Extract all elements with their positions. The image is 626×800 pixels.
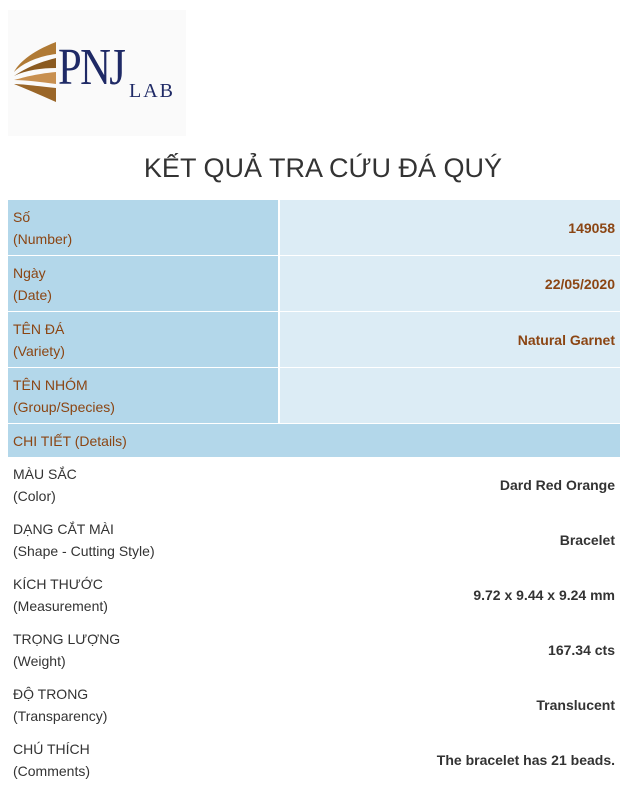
label-vi: CHÚ THÍCH bbox=[13, 740, 90, 757]
label-en: (Weight) bbox=[13, 652, 66, 669]
label-cell bbox=[8, 512, 279, 567]
label-vi: DẠNG CẮT MÀI bbox=[13, 520, 114, 537]
label-vi: Số bbox=[13, 208, 31, 225]
table-row-number bbox=[8, 200, 620, 256]
label-en: (Group/Species) bbox=[13, 398, 115, 415]
label-cell bbox=[8, 200, 279, 256]
details-section-header bbox=[8, 424, 620, 458]
table-row-date bbox=[8, 256, 620, 312]
table-row-group bbox=[8, 368, 620, 424]
label-cell bbox=[8, 368, 279, 424]
label-cell bbox=[8, 622, 279, 677]
shape-value: Bracelet bbox=[559, 531, 615, 548]
color-value: Dard Red Orange bbox=[499, 476, 615, 493]
detail-row-weight bbox=[8, 622, 620, 677]
number-value: 149058 bbox=[279, 200, 620, 256]
pnj-lab-logo bbox=[8, 10, 186, 136]
label-cell bbox=[8, 256, 279, 312]
comments-value: The bracelet has 21 beads. bbox=[436, 751, 615, 768]
label-vi: TRỌNG LƯỢNG bbox=[13, 630, 121, 647]
label-cell bbox=[8, 457, 279, 512]
detail-row-measurement bbox=[8, 567, 620, 622]
label-en: (Number) bbox=[13, 230, 73, 247]
pnj-swirl-icon bbox=[10, 36, 60, 108]
detail-row-transparency bbox=[8, 677, 620, 732]
page-title: KẾT QUẢ TRA CỨU ĐÁ QUÝ bbox=[143, 153, 503, 183]
detail-row-comments bbox=[8, 732, 620, 787]
weight-value: 167.34 cts bbox=[548, 641, 615, 658]
detail-row-shape bbox=[8, 512, 620, 567]
date-value: 22/05/2020 bbox=[279, 256, 620, 312]
measurement-value: 9.72 x 9.44 x 9.24 mm bbox=[473, 586, 615, 603]
detail-row-color bbox=[8, 457, 620, 512]
label-en: (Measurement) bbox=[13, 597, 108, 614]
label-en: (Color) bbox=[13, 487, 56, 504]
label-cell bbox=[8, 732, 279, 787]
label-vi: TÊN NHÓM bbox=[13, 376, 88, 393]
label-en: (Shape - Cutting Style) bbox=[13, 542, 155, 559]
results-table bbox=[8, 200, 620, 787]
logo-suffix-text: LAB bbox=[129, 80, 175, 102]
label-cell bbox=[8, 312, 279, 368]
group-value bbox=[279, 368, 620, 424]
label-en: (Comments) bbox=[13, 762, 91, 779]
label-vi: Ngày bbox=[13, 264, 46, 281]
label-vi: KÍCH THƯỚC bbox=[13, 575, 103, 592]
logo-brand-text: PNJ bbox=[58, 39, 125, 96]
label-en: (Variety) bbox=[13, 342, 65, 359]
label-cell bbox=[8, 677, 279, 732]
variety-value: Natural Garnet bbox=[279, 312, 620, 368]
label-en: (Date) bbox=[13, 286, 52, 303]
label-en: (Transparency) bbox=[13, 707, 108, 724]
table-row-variety bbox=[8, 312, 620, 368]
label-vi: ĐỘ TRONG bbox=[13, 685, 89, 702]
transparency-value: Translucent bbox=[536, 696, 615, 713]
label-cell bbox=[8, 567, 279, 622]
label-vi: TÊN ĐÁ bbox=[13, 320, 65, 337]
label-vi: MÀU SẮC bbox=[13, 465, 77, 482]
details-header-label: CHI TIẾT (Details) bbox=[8, 424, 620, 458]
